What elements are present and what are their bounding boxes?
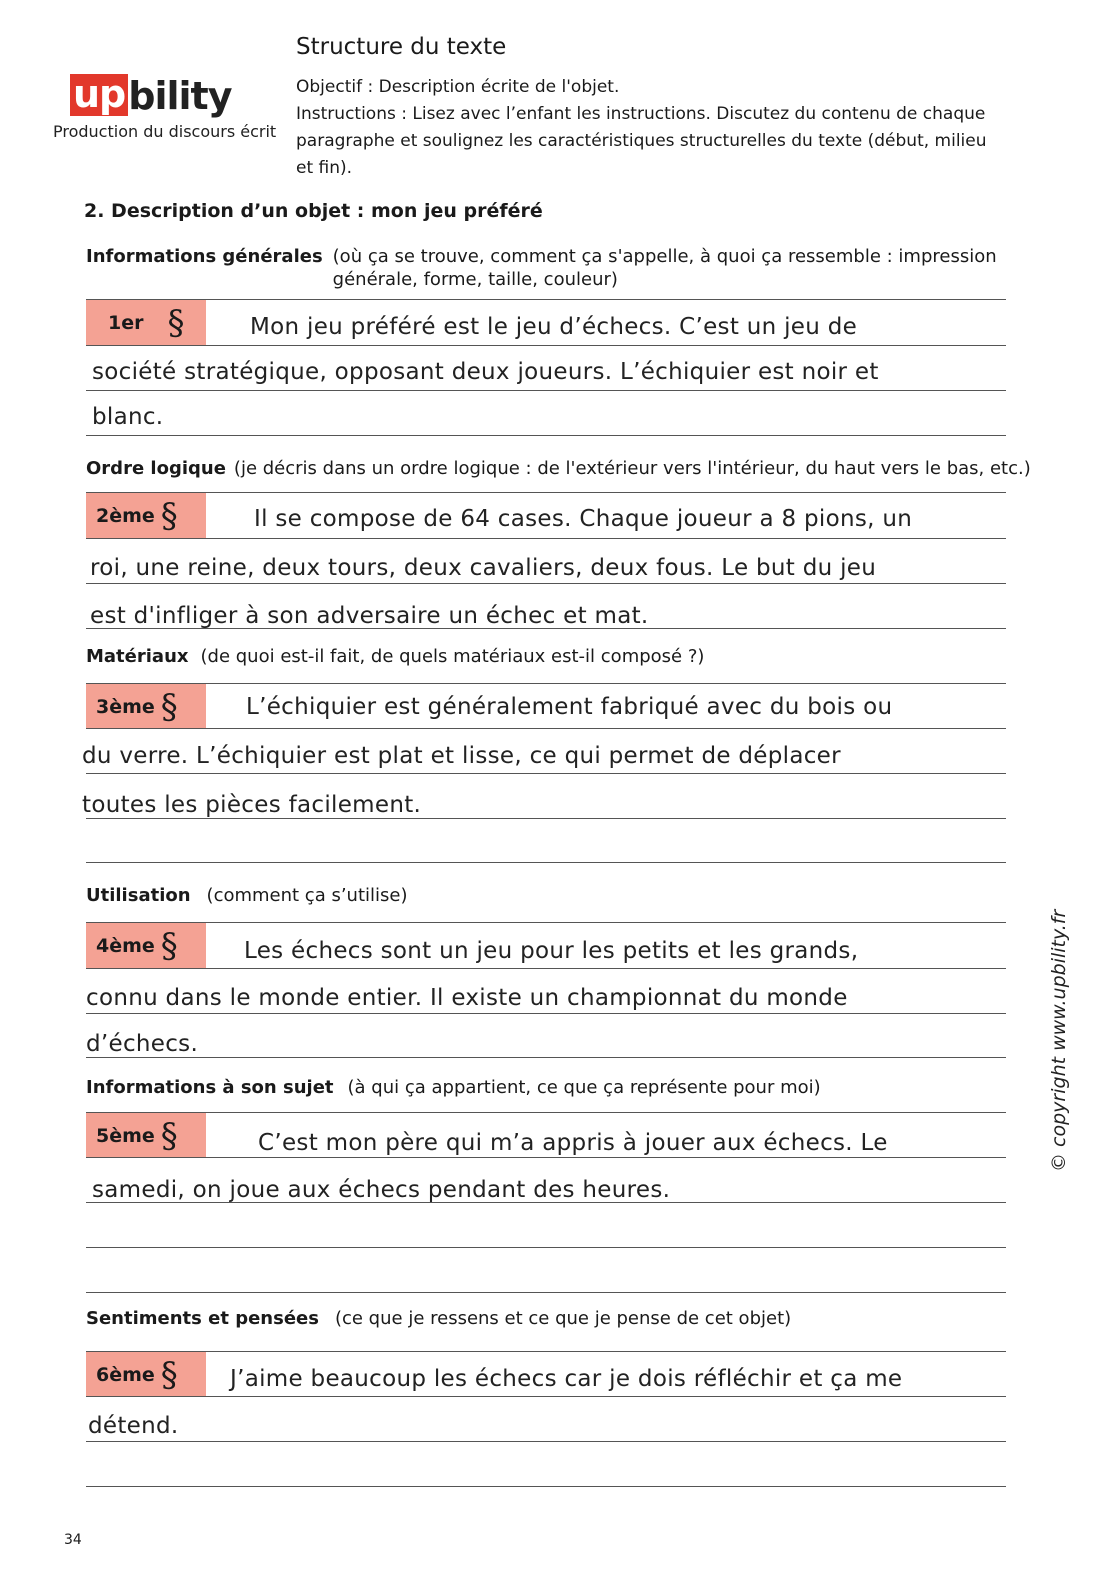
- paragraph-number: 6ème: [96, 1363, 155, 1386]
- writing-line: [86, 1202, 1006, 1203]
- writing-line: [86, 818, 1006, 819]
- writing-line: [86, 1396, 1006, 1397]
- category-description: (à qui ça appartient, ce que ça représente pour moi): [347, 1077, 821, 1098]
- handwritten-line: toutes les pièces facilement.: [82, 792, 422, 818]
- paragraph-label: [86, 300, 206, 345]
- header: [296, 34, 1016, 182]
- handwritten-line: J’aime beaucoup les échecs car je dois réfléchir et ça me: [230, 1366, 903, 1392]
- category-title: Ordre logique: [86, 458, 226, 479]
- writing-line: [86, 683, 1006, 684]
- paragraph-number: 2ème: [96, 504, 155, 527]
- category-title: Matériaux: [86, 646, 189, 667]
- writing-line: [86, 968, 1006, 969]
- handwritten-line: société stratégique, opposant deux joueurs. L’échiquier est noir et: [92, 359, 879, 385]
- category-heading: [86, 245, 1033, 291]
- logo: [53, 72, 290, 141]
- category-title: Utilisation: [86, 885, 191, 906]
- handwritten-line: est d'infliger à son adversaire un échec et mat.: [90, 603, 649, 629]
- writing-line: [86, 435, 1006, 436]
- handwritten-line: L’échiquier est généralement fabriqué avec du bois ou: [246, 694, 893, 720]
- handwritten-line: blanc.: [92, 404, 164, 430]
- category-heading: [86, 457, 1031, 481]
- writing-line: [86, 862, 1006, 863]
- category-title: Informations générales: [86, 246, 323, 267]
- writing-line: [86, 492, 1006, 493]
- category-description: (comment ça s’utilise): [206, 885, 408, 906]
- writing-line: [86, 773, 1006, 774]
- writing-line: [86, 538, 1006, 539]
- paragraph-number: 4ème: [96, 934, 155, 957]
- writing-line: [86, 390, 1006, 391]
- copyright-notice: © copyright www.upbility.fr: [1048, 909, 1070, 1172]
- paragraph-number: 3ème: [96, 695, 155, 718]
- writing-line: [86, 628, 1006, 629]
- paragraph-number: 1er: [108, 311, 144, 334]
- category-description: (ce que je ressens et ce que je pense de cet objet): [334, 1308, 792, 1329]
- logo-subtitle: Production du discours écrit: [53, 122, 277, 141]
- handwritten-line: C’est mon père qui m’a appris à jouer aux échecs. Le: [258, 1130, 888, 1156]
- section-sign-icon: §: [167, 302, 185, 343]
- writing-line: [86, 1112, 1006, 1113]
- handwritten-line: samedi, on joue aux échecs pendant des heures.: [92, 1177, 671, 1203]
- section-sign-icon: §: [160, 686, 178, 727]
- handwritten-line: d’échecs.: [86, 1031, 199, 1057]
- handwritten-line: du verre. L’échiquier est plat et lisse, ce qui permet de déplacer: [82, 743, 841, 769]
- instructions-line-1: Instructions : Lisez avec l’enfant les instructions. Discutez du contenu de chaque: [296, 104, 986, 124]
- section-sign-icon: §: [160, 495, 178, 536]
- writing-line: [86, 1013, 1006, 1014]
- writing-line: [86, 1157, 1006, 1158]
- category-heading: [86, 645, 704, 669]
- section-title: 2. Description d’un objet : mon jeu préféré: [84, 200, 543, 222]
- paragraph-label: [86, 684, 206, 729]
- paragraph-label: [86, 1113, 206, 1158]
- writing-line: [86, 1441, 1006, 1442]
- category-heading: [86, 1076, 821, 1100]
- category-title: Sentiments et pensées: [86, 1308, 319, 1329]
- category-heading: [86, 884, 408, 908]
- category-description: (de quoi est-il fait, de quels matériaux est-il composé ?): [200, 646, 705, 667]
- category-description: (où ça se trouve, comment ça s'appelle, à quoi ça ressemble : impression générale, forme, taille, couleur): [332, 246, 997, 290]
- section-sign-icon: §: [160, 1115, 178, 1156]
- handwritten-line: roi, une reine, deux tours, deux cavaliers, deux fous. Le but du jeu: [90, 555, 877, 581]
- page-number: 34: [64, 1532, 82, 1548]
- writing-line: [86, 922, 1006, 923]
- logo-wordmark: [70, 72, 290, 116]
- instructions-line-3: et fin).: [296, 158, 353, 178]
- handwritten-line: Il se compose de 64 cases. Chaque joueur a 8 pions, un: [254, 506, 913, 532]
- writing-line: [86, 1247, 1006, 1248]
- writing-line: [86, 1486, 1006, 1487]
- section-sign-icon: §: [160, 1354, 178, 1395]
- instructions-line-2: paragraphe et soulignez les caractéristiques structurelles du texte (début, milieu: [296, 131, 987, 151]
- handwritten-line: détend.: [88, 1413, 179, 1439]
- writing-line: [86, 728, 1006, 729]
- writing-line: [86, 1057, 1006, 1058]
- paragraph-label: [86, 1352, 206, 1397]
- section-sign-icon: §: [160, 925, 178, 966]
- objective: Objectif : Description écrite de l'objet.: [296, 77, 620, 97]
- category-title: Informations à son sujet: [86, 1077, 334, 1098]
- category-description: (je décris dans un ordre logique : de l'extérieur vers l'intérieur, du haut vers le bas, etc.): [233, 458, 1031, 479]
- writing-line: [86, 345, 1006, 346]
- writing-line: [86, 583, 1006, 584]
- category-heading: [86, 1307, 791, 1331]
- handwritten-line: connu dans le monde entier. Il existe un championnat du monde: [86, 985, 848, 1011]
- page-title: Structure du texte: [296, 34, 507, 60]
- paragraph-number: 5ème: [96, 1124, 155, 1147]
- logo-up: up: [70, 74, 128, 116]
- handwritten-line: Mon jeu préféré est le jeu d’échecs. C’est un jeu de: [250, 314, 858, 340]
- writing-line: [86, 1351, 1006, 1352]
- logo-rest: bility: [128, 74, 232, 118]
- handwritten-line: Les échecs sont un jeu pour les petits et les grands,: [244, 938, 859, 964]
- writing-line: [86, 299, 1006, 300]
- paragraph-label: [86, 493, 206, 538]
- writing-line: [86, 1292, 1006, 1293]
- paragraph-label: [86, 923, 206, 968]
